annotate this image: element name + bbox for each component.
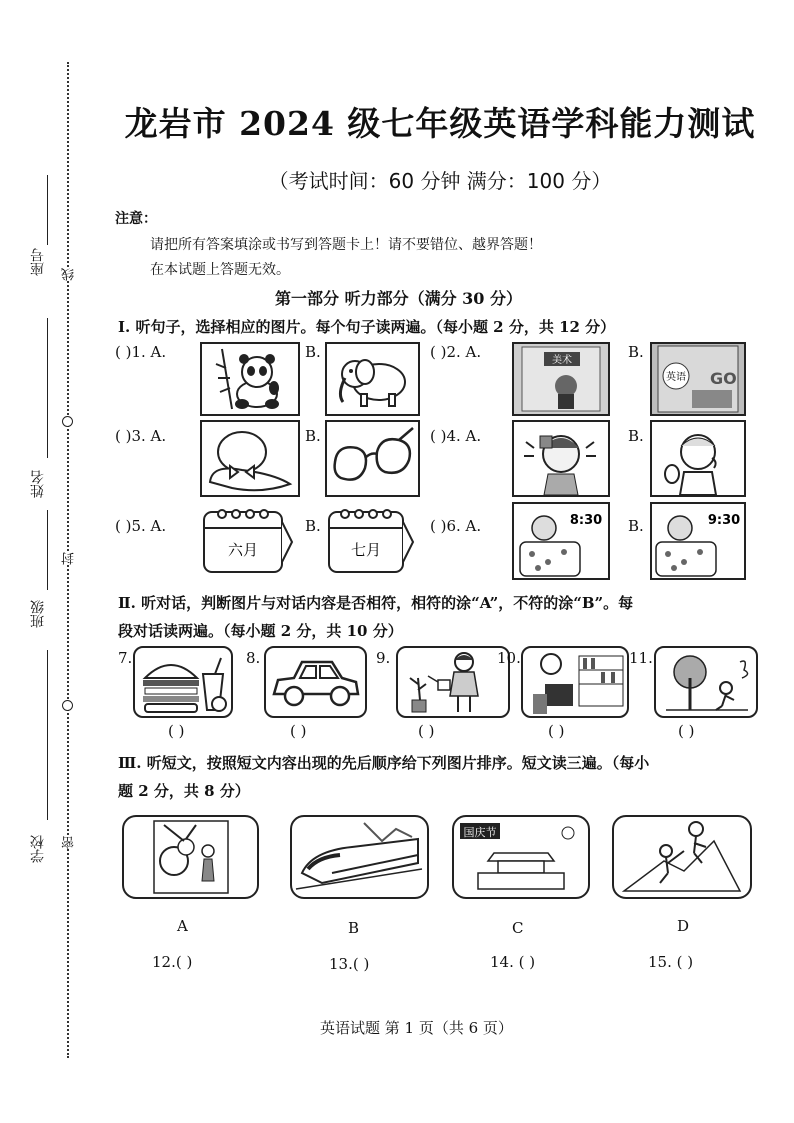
question-2-b-label: B.	[628, 343, 644, 361]
art-book-picture	[512, 342, 610, 416]
question-15-blank: 15. ( )	[648, 953, 694, 971]
girl-watering-icon	[398, 648, 508, 716]
glasses-picture	[325, 420, 420, 497]
question-3-b-label: B.	[305, 427, 321, 445]
question-11-blank: ( )	[678, 722, 695, 740]
sick-boy-picture	[650, 420, 746, 497]
question-7-label: 7.	[118, 649, 133, 667]
question-8-blank: ( )	[290, 722, 307, 740]
calendar-a-month: 六月	[227, 541, 259, 559]
headache-icon	[514, 422, 608, 495]
car-picture	[264, 646, 367, 718]
name-line	[47, 318, 48, 458]
library-picture	[521, 646, 629, 718]
question-10-label: 10.	[497, 649, 521, 667]
panda-icon	[202, 344, 298, 414]
section-2-instruction-1: Ⅱ. 听对话，判断图片与对话内容是否相符，相符的涂“A”，不符的涂“B”。每	[118, 594, 634, 612]
time-b: 9:30	[707, 513, 741, 528]
question-13-blank: 13.( )	[329, 955, 370, 973]
wake-930-picture	[650, 502, 746, 580]
fruit-picking-icon	[124, 817, 257, 897]
question-6-b-label: B.	[628, 517, 644, 535]
calendar-icon-2	[325, 502, 416, 576]
july-calendar-picture	[325, 502, 416, 576]
book-1-title: 美术	[552, 355, 572, 366]
june-calendar-picture	[200, 502, 296, 576]
seat-label: 座号	[30, 248, 46, 276]
question-4-label: ( )4. A.	[430, 427, 482, 445]
question-7-blank: ( )	[168, 722, 185, 740]
hat-picture	[200, 420, 300, 497]
tiananmen-icon	[454, 817, 588, 897]
class-line	[47, 510, 48, 590]
tree-icon	[656, 648, 756, 716]
question-9-blank: ( )	[418, 722, 435, 740]
sleeping-child-icon	[514, 504, 608, 578]
exam-info: （考试时间：60 分钟 满分：100 分）	[268, 169, 612, 193]
elephant-picture	[325, 342, 420, 416]
page-footer: 英语试题 第 1 页（共 6 页）	[320, 1019, 513, 1037]
notice-label: 注意：	[115, 211, 157, 227]
glasses-icon	[327, 422, 418, 495]
question-8-label: 8.	[246, 649, 261, 667]
question-14-blank: 14. ( )	[490, 953, 536, 971]
wake-830-picture	[512, 502, 610, 580]
sleeping-child-icon-2	[652, 504, 744, 578]
picture-c-national-day	[452, 815, 590, 899]
picture-a-fruit	[122, 815, 259, 899]
picture-a-letter: A	[177, 917, 188, 935]
seal-mark-line: 线	[62, 268, 77, 281]
question-3-label: ( )3. A.	[115, 427, 167, 445]
watering-plant-picture	[396, 646, 510, 718]
school-line	[47, 650, 48, 820]
question-5-label: ( )5. A.	[115, 517, 167, 535]
picture-b-train	[290, 815, 429, 899]
name-label: 姓名	[30, 470, 46, 498]
national-day-sign: 国庆节	[463, 826, 497, 839]
question-5-b-label: B.	[305, 517, 321, 535]
picture-d-climbing	[612, 815, 752, 899]
time-a: 8:30	[569, 513, 603, 528]
page-title: 龙岩市 2024 级七年级英语学科能力测试	[124, 104, 756, 143]
notice-line-1: 请把所有答案填涂或书写到答题卡上！请不要错位、越界答题！	[150, 237, 542, 253]
svg-text:GO: GO	[710, 369, 737, 388]
question-2-label: ( )2. A.	[430, 343, 482, 361]
notice-line-2: 在本试题上答题无效。	[150, 262, 290, 278]
calendar-b-month: 七月	[350, 541, 382, 559]
question-9-label: 9.	[376, 649, 391, 667]
picture-b-letter: B	[348, 919, 360, 937]
seal-mark-secret: 密	[62, 836, 77, 849]
toothache-icon	[652, 422, 744, 495]
question-1-label: ( )1. A.	[115, 343, 167, 361]
section-3-instruction-2: 题 2 分，共 8 分）	[118, 782, 250, 800]
question-11-label: 11.	[629, 649, 653, 667]
english-book-icon	[652, 344, 744, 414]
hat-icon	[202, 422, 298, 495]
burger-picture	[133, 646, 233, 718]
elephant-icon	[327, 344, 418, 414]
headache-boy-picture	[512, 420, 610, 497]
part-one-title: 第一部分 听力部分（满分 30 分）	[275, 289, 522, 308]
burger-icon	[135, 648, 231, 716]
binding-circle	[62, 416, 73, 427]
question-1-b-label: B.	[305, 343, 321, 361]
school-label: 学校	[30, 835, 46, 863]
panda-picture	[200, 342, 300, 416]
calendar-icon	[200, 502, 296, 576]
english-book-picture	[650, 342, 746, 416]
section-2-instruction-2: 段对话读两遍。（每小题 2 分，共 10 分）	[118, 622, 403, 640]
question-4-b-label: B.	[628, 427, 644, 445]
seal-mark-seal: 封	[62, 552, 77, 565]
art-book-icon	[514, 344, 608, 414]
mountain-climbing-icon	[614, 817, 750, 897]
class-label: 班级	[30, 600, 46, 628]
picture-d-letter: D	[677, 917, 690, 935]
seat-line	[47, 175, 48, 245]
question-6-label: ( )6. A.	[430, 517, 482, 535]
question-12-blank: 12.( )	[152, 953, 193, 971]
library-icon	[523, 648, 627, 716]
question-10-blank: ( )	[548, 722, 565, 740]
high-speed-train-icon	[292, 817, 427, 897]
section-3-instruction-1: Ⅲ. 听短文，按照短文内容出现的先后顺序给下列图片排序。短文读三遍。（每小	[118, 754, 650, 772]
book-2-title: 英语	[666, 372, 686, 383]
section-1-instruction: Ⅰ. 听句子，选择相应的图片。每个句子读两遍。（每小题 2 分，共 12 分）	[118, 318, 616, 336]
picture-c-letter: C	[512, 919, 524, 937]
tree-kick-picture	[654, 646, 758, 718]
car-icon	[266, 648, 365, 716]
binding-circle-2	[62, 700, 73, 711]
